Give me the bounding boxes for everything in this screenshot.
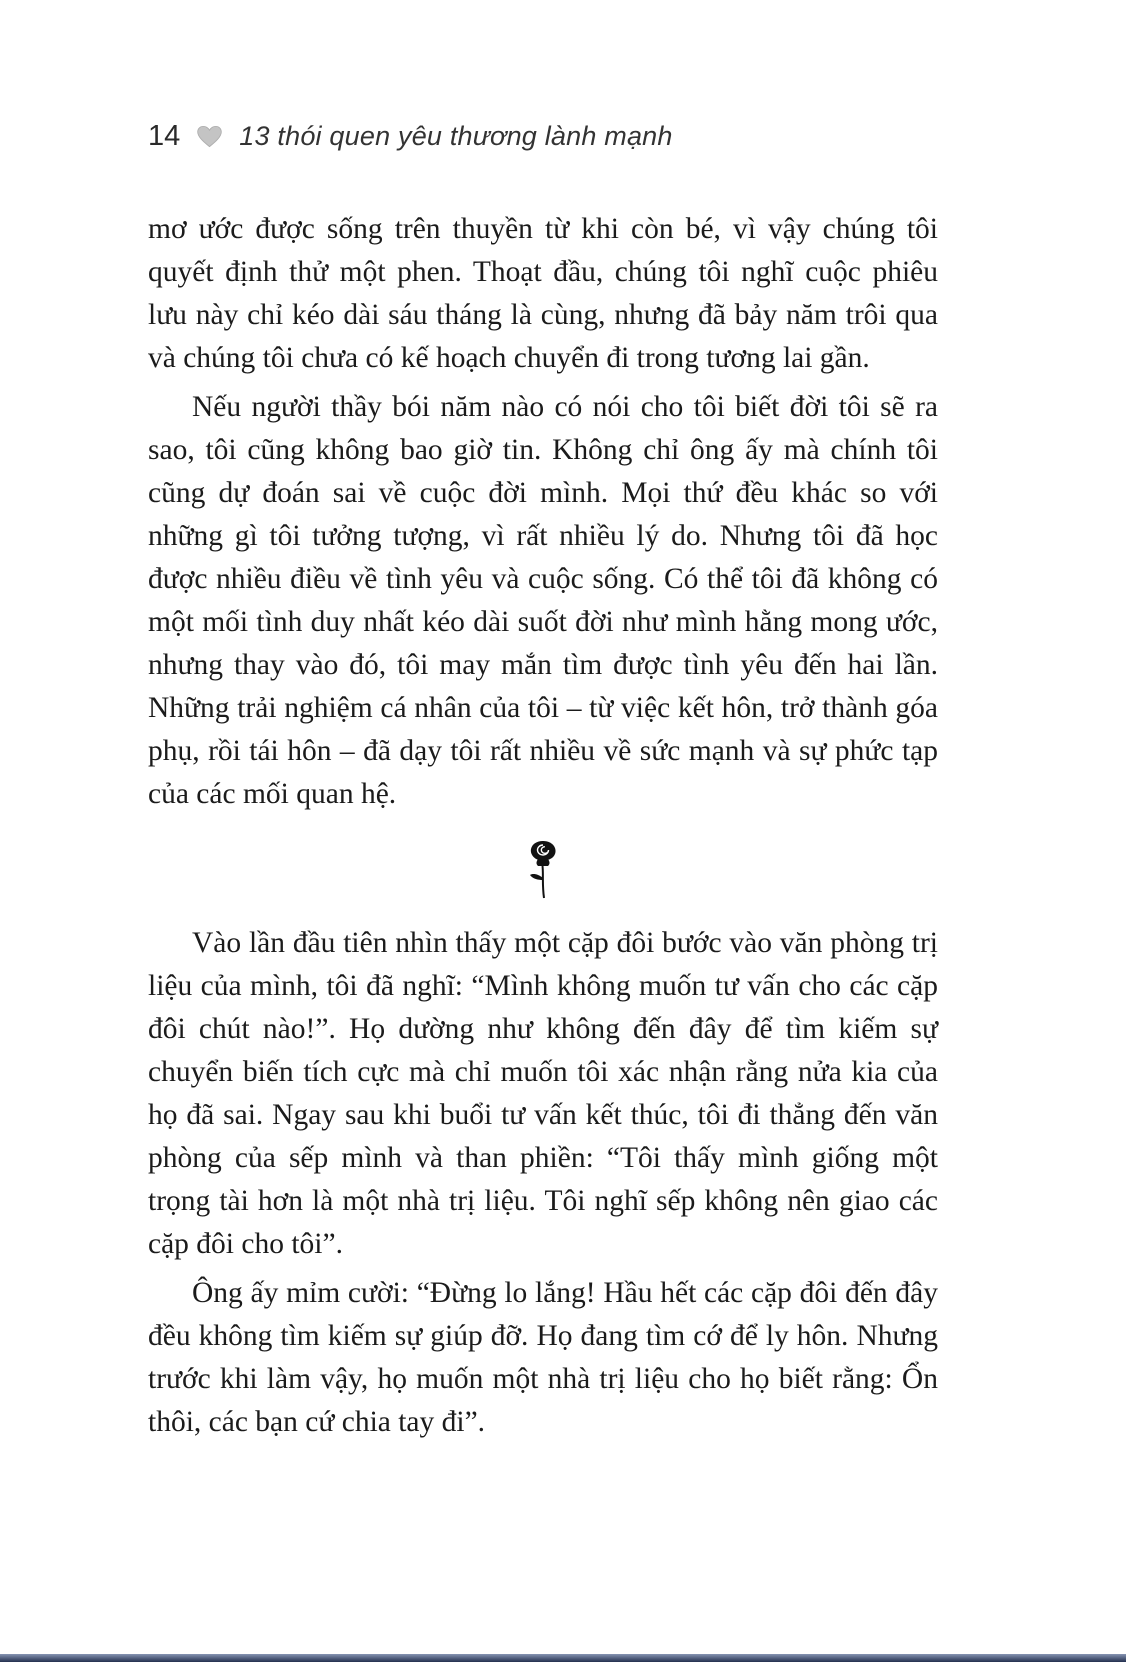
page-body: [148, 208, 938, 1450]
page-bottom-edge: [0, 1654, 1126, 1662]
page-header: [148, 120, 938, 153]
paragraph: mơ ước được sống trên thuyền từ khi còn bé, vì vậy chúng tôi quyết định thử một phen. Thoạt đầu, chúng tôi nghĩ cuộc phiêu lưu này chỉ kéo dài sáu tháng là cùng, nhưng đã bảy năm trôi qua và chúng tôi chưa có kế hoạch chuyển đi trong tương lai gần.: [148, 213, 938, 374]
page-number: 14: [148, 120, 181, 152]
running-head: 13 thói quen yêu thương lành mạnh: [239, 121, 673, 151]
paragraph: Ông ấy mỉm cười: “Đừng lo lắng! Hầu hết các cặp đôi đến đây đều không tìm kiếm sự giúp đỡ. Họ đang tìm cớ để ly hôn. Nhưng trước khi làm vậy, họ muốn một nhà trị liệu cho họ biết rằng: Ổn thôi, các bạn cứ chia tay đi”.: [148, 1277, 938, 1438]
heart-icon: [196, 124, 223, 149]
paragraph: Vào lần đầu tiên nhìn thấy một cặp đôi bước vào văn phòng trị liệu của mình, tôi đã nghĩ: “Mình không muốn tư vấn cho các cặp đôi chút nào!”. Họ dường như không đến đây để tìm kiếm sự chuyển biến tích cực mà chỉ muốn tôi xác nhận rằng nửa kia của họ đã sai. Ngay sau khi buổi tư vấn kết thúc, tôi đi thẳng đến văn phòng của sếp mình và than phiền: “Tôi thấy mình giống một trọng tài hơn là một nhà trị liệu. Tôi nghĩ sếp không nên giao các cặp đôi cho tôi”.: [148, 927, 938, 1260]
paragraph: Nếu người thầy bói năm nào có nói cho tôi biết đời tôi sẽ ra sao, tôi cũng không bao giờ tin. Không chỉ ông ấy mà chính tôi cũng dự đoán sai về cuộc đời mình. Mọi thứ đều khác so với những gì tôi tưởng tượng, vì rất nhiều lý do. Nhưng tôi đã học được nhiều điều về tình yêu và cuộc sống. Có thể tôi đã không có một mối tình duy nhất kéo dài suốt đời như mình hằng mong ước, nhưng thay vào đó, tôi may mắn tìm được tình yêu đến hai lần. Những trải nghiệm cá nhân của tôi – từ việc kết hôn, trở thành góa phụ, rồi tái hôn – đã dạy tôi rất nhiều về sức mạnh và sự phức tạp của các mối quan hệ.: [148, 391, 938, 810]
rose-icon: [526, 840, 560, 900]
section-break: [148, 840, 938, 900]
